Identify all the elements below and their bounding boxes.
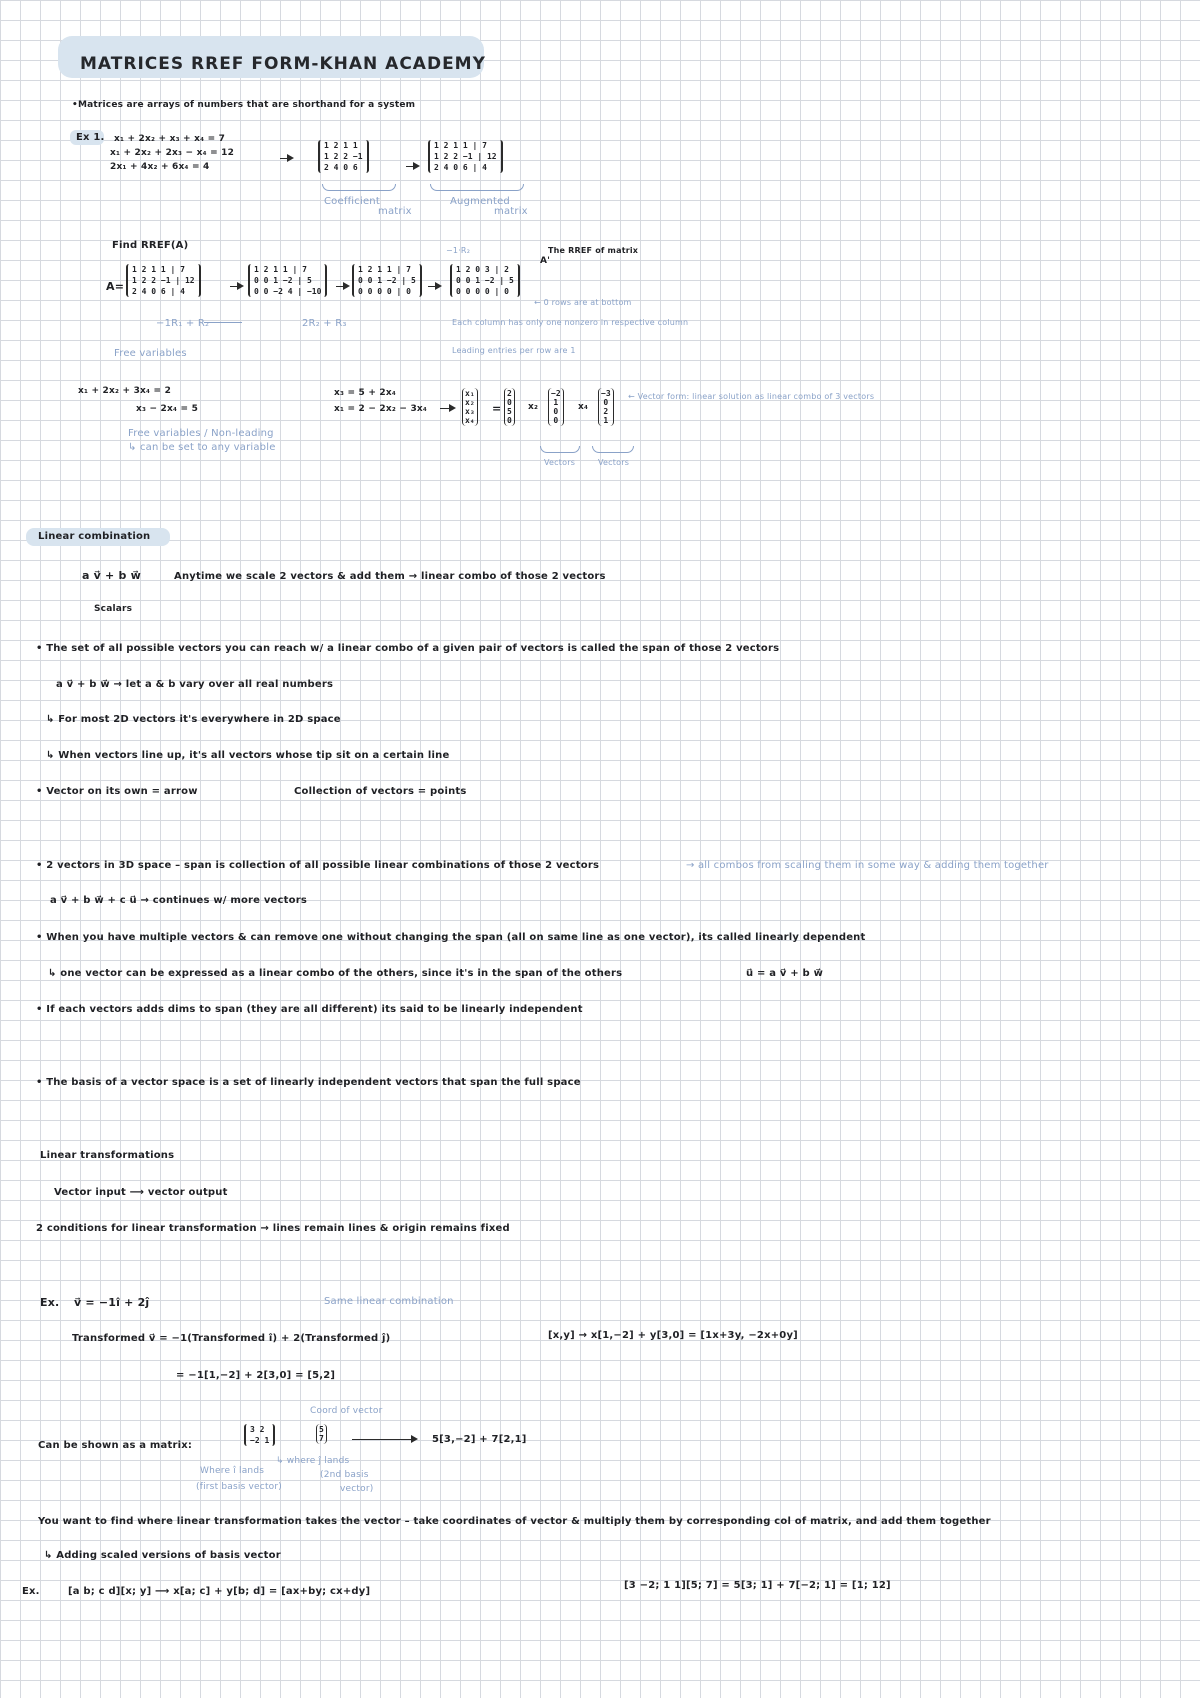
m1-row: 2 4 0 6 | 4	[132, 287, 185, 296]
combo-line-3: ↳ For most 2D vectors it's everywhere in 2D space	[46, 714, 341, 725]
sys2-line-1: x₃ = 5 + 2x₄	[334, 388, 397, 398]
m2-row: 0 0 1 −2 | 5	[254, 276, 312, 285]
combo-line-2: a v⃗ + b w⃗ → let a & b vary over all real numbers	[56, 679, 334, 690]
free-variables-label: Free variables	[114, 348, 187, 359]
where-i-2: (first basis vector)	[196, 1482, 282, 1492]
where-j-1: ↳ where ĵ lands	[276, 1456, 350, 1466]
combo-line-4: ↳ When vectors line up, it's all vectors whose tip sit on a certain line	[46, 750, 450, 761]
tm-row: −2 1	[250, 1436, 270, 1445]
transform-io: Vector input ⟶ vector output	[54, 1187, 228, 1198]
m4-row: 0 0 1 −2 | 5	[456, 276, 514, 285]
vec-a-entry: 1	[553, 398, 559, 407]
m1-row: 1 2 2 −1 | 12	[132, 276, 195, 285]
vec-b-entry: 0	[603, 398, 609, 407]
augmented-matrix	[428, 140, 503, 173]
transform-matrix	[244, 1424, 275, 1446]
dependent-line-2: ↳ one vector can be expressed as a linear combo of the others, since it's in the span of the others	[48, 968, 623, 979]
span-line: • 2 vectors in 3D space – span is collection of all possible linear combinations of those 2 vectors	[36, 860, 600, 871]
sys1-line-1: x₁ + 2x₂ + 3x₄ = 2	[78, 386, 172, 396]
rref-matrix-1	[126, 264, 201, 297]
vec-c-entry: 2	[507, 389, 512, 398]
vector-b	[598, 388, 614, 426]
intro-line: •Matrices are arrays of numbers that are shorthand for a system	[72, 100, 416, 110]
span-note: → all combos from scaling them in some way & adding them together	[686, 860, 1049, 871]
m3-row: 1 2 1 1 | 7	[358, 265, 411, 274]
coeff-row: 1 2 1 1	[324, 141, 358, 150]
m2-row: 1 2 1 1 | 7	[254, 265, 307, 274]
aug-row: 1 2 1 1 | 7	[434, 141, 487, 150]
coef-b: x₄	[578, 402, 589, 412]
m1-row: 1 2 1 1 | 7	[132, 265, 185, 274]
combo-desc: Anytime we scale 2 vectors & add them → linear combo of those 2 vectors	[174, 571, 606, 582]
rref-label: The RREF of matrix	[548, 246, 639, 255]
vector-a	[548, 388, 564, 426]
where-j-2: (2nd basis	[320, 1470, 369, 1480]
vec-b-entry: 1	[603, 416, 609, 425]
rref-symbol: A'	[540, 256, 551, 266]
vec-c-entry: 0	[507, 416, 512, 425]
coef-a: x₂	[528, 402, 539, 412]
rref-note-1: ← 0 rows are at bottom	[534, 298, 632, 307]
transform-conditions: 2 conditions for linear transformation → lines remain lines & origin remains fixed	[36, 1223, 510, 1234]
ex2-label: Ex.	[22, 1586, 40, 1597]
combo-line-5: • Vector on its own = arrow	[36, 786, 198, 797]
rref-arrow-3	[428, 286, 440, 287]
sys2-line-2: x₁ = 2 − 2x₂ − 3x₄	[334, 404, 428, 414]
dependent-eq: u⃗ = a v⃗ + b w⃗	[746, 968, 824, 979]
rref-heading: Find RREF(A)	[112, 240, 189, 251]
rref-matrix-2	[248, 264, 327, 297]
coefficient-matrix	[318, 140, 369, 173]
vec-brace-2	[592, 446, 634, 453]
vector-form-note: ← Vector form: linear solution as linear combo of 3 vectors	[628, 392, 875, 401]
where-i-1: Where î lands	[200, 1466, 265, 1476]
vec-label-1: Vectors	[544, 458, 576, 467]
rref-matrix-3	[352, 264, 422, 297]
general-line: [x,y] → x[1,−2] + y[3,0] = [1x+3y, −2x+0y]	[548, 1330, 798, 1341]
combo-line-1: • The set of all possible vectors you can reach w/ a linear combo of a given pair of vectors is called the span of those 2 vectors	[36, 643, 780, 654]
m4-row: 0 0 0 0 | 0	[456, 287, 509, 296]
a-label: A=	[106, 280, 125, 293]
ex1-label: Ex 1.	[76, 132, 105, 143]
basis-line: • The basis of a vector space is a set of linearly independent vectors that span the full space	[36, 1077, 581, 1088]
vec-x-entry: x₄	[465, 416, 475, 425]
vector-c	[504, 388, 515, 426]
vector-x	[462, 388, 478, 426]
aug-row: 1 2 2 −1 | 12	[434, 152, 497, 161]
m4-row: 1 2 0 3 | 2	[456, 265, 509, 274]
m3-row: 0 0 0 0 | 0	[358, 287, 411, 296]
vec-x-entry: x₁	[465, 389, 475, 398]
vec-c-entry: 5	[507, 407, 512, 416]
ex1-eq-3: 2x₁ + 4x₂ + 6x₄ = 4	[110, 162, 210, 172]
vec-a-entry: 0	[553, 407, 559, 416]
calc-line: = −1[1,−2] + 2[3,0] = [5,2]	[176, 1370, 336, 1381]
matrix-line: Can be shown as a matrix:	[38, 1440, 193, 1451]
ex2-line: [a b; c d][x; y] ⟶ x[a; c] + y[b; d] = [ax+by; cx+dy]	[68, 1586, 371, 1597]
pivot-note-2: ↳ can be set to any variable	[128, 442, 276, 453]
transformed-line: Transformed v⃗ = −1(Transformed î) + 2(Transformed ĵ)	[72, 1333, 391, 1344]
transform-heading: Linear transformations	[40, 1150, 175, 1161]
rref-note-2: Each column has only one nonzero in respective column	[452, 318, 689, 327]
vec-x-entry: x₃	[465, 407, 475, 416]
rref-ops-1: −1R₁ + R₂	[156, 318, 210, 329]
coord-vector	[316, 1424, 327, 1444]
coord-label: Coord of vector	[310, 1406, 383, 1416]
coeff-label-1: Coefficient	[324, 196, 380, 207]
more-vectors: a v⃗ + b w⃗ + c u⃗ → continues w/ more vectors	[50, 895, 307, 906]
vec-a-entry: 0	[553, 416, 559, 425]
rref-matrix-4	[450, 264, 520, 297]
sys1-line-2: x₃ − 2x₄ = 5	[136, 404, 199, 414]
rref-note-top: −1·R₂	[446, 246, 471, 255]
ex-v: v⃗ = −1î + 2ĵ	[74, 1296, 150, 1309]
aug-label-1: Augmented	[450, 196, 510, 207]
rref-arrow-1	[230, 286, 242, 287]
combo-expr: a v⃗ + b w⃗	[82, 569, 141, 582]
aug-brace	[430, 184, 524, 191]
vec-x-entry: x₂	[465, 398, 475, 407]
summary-line: You want to find where linear transformation takes the vector – take coordinates of vector & multiply them by corresponding col of matrix, and add them together	[38, 1516, 991, 1527]
ex3-line: [3 −2; 1 1][5; 7] = 5[3; 1] + 7[−2; 1] = [1; 12]	[624, 1580, 891, 1591]
matrix-result: 5[3,−2] + 7[2,1]	[432, 1434, 527, 1445]
tm-row: 3 2	[250, 1425, 265, 1434]
page-title: MATRICES RREF FORM-KHAN ACADEMY	[80, 54, 486, 74]
aug-row: 2 4 0 6 | 4	[434, 163, 487, 172]
vec-brace-1	[540, 446, 580, 453]
cv-entry: 5	[319, 1425, 324, 1434]
ex-label: Ex.	[40, 1296, 60, 1309]
ex1-eq-2: x₁ + 2x₂ + 2x₃ − x₄ = 12	[110, 148, 235, 158]
m3-row: 0 0 1 −2 | 5	[358, 276, 416, 285]
vec-label-2: Vectors	[598, 458, 630, 467]
ex1-arrow-2	[406, 166, 418, 167]
combo-line-6: Collection of vectors = points	[294, 786, 467, 797]
ex1-arrow-1	[280, 158, 292, 159]
vec-b-entry: −3	[601, 389, 611, 398]
pivot-note-1: Free variables / Non-leading	[128, 428, 274, 439]
linear-combo-heading: Linear combination	[38, 531, 151, 542]
ops1-arrow	[204, 322, 242, 323]
coeff-label-2: matrix	[378, 206, 412, 217]
vec-c-entry: 0	[507, 398, 512, 407]
rref-note-3: Leading entries per row are 1	[452, 346, 576, 355]
same-combo-note: Same linear combination	[324, 1296, 454, 1307]
m2-row: 0 0 −2 4 | −10	[254, 287, 322, 296]
coeff-row: 1 2 2 −1	[324, 152, 363, 161]
aug-label-2: matrix	[494, 206, 528, 217]
vec-b-entry: 2	[603, 407, 609, 416]
ex1-eq-1: x₁ + 2x₂ + x₃ + x₄ = 7	[114, 134, 226, 144]
where-j-3: vector)	[340, 1484, 374, 1494]
rref-arrow-2	[336, 286, 348, 287]
coeff-brace	[322, 184, 396, 191]
cv-entry: 7	[319, 1434, 324, 1443]
summary-line-2: ↳ Adding scaled versions of basis vector	[44, 1550, 281, 1561]
rref-ops-2: 2R₂ + R₃	[302, 318, 347, 329]
matrix-arrow	[352, 1439, 416, 1440]
independent-line: • If each vectors adds dims to span (they are all different) its said to be linearly independent	[36, 1004, 583, 1015]
equals-sign: =	[492, 402, 502, 415]
scalars-label: Scalars	[94, 604, 133, 614]
vector-form-arrow	[440, 408, 454, 409]
coeff-row: 2 4 0 6	[324, 163, 358, 172]
dependent-line: • When you have multiple vectors & can remove one without changing the span (all on same line as one vector), its called linearly dependent	[36, 932, 866, 943]
vec-a-entry: −2	[551, 389, 561, 398]
